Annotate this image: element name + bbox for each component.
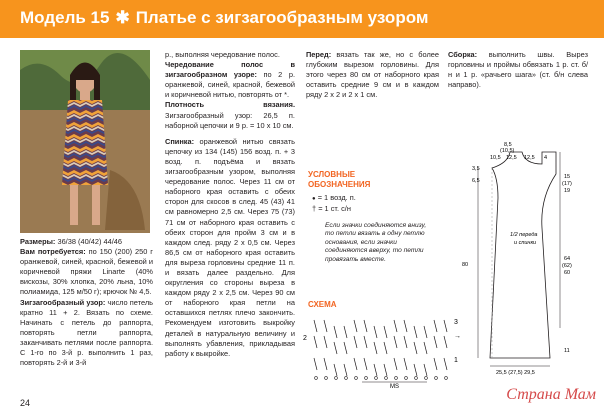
legend-title-line2: ОБОЗНАЧЕНИЯ (308, 179, 371, 189)
stitch-mark (364, 320, 367, 332)
stitch-mark (414, 342, 417, 354)
chain-mark (425, 377, 428, 380)
scheme-row-label-3: 3 (454, 319, 458, 326)
pattern-left-total: 80 (462, 262, 469, 268)
stitch-mark (334, 364, 337, 376)
pattern-top-1: (10,5) (500, 148, 515, 154)
stitch-mark (384, 364, 387, 376)
chain-stitch-icon: ● (312, 196, 316, 202)
sizes-label: Размеры: (20, 237, 56, 246)
front-block (306, 50, 439, 100)
model-photo-svg (20, 50, 150, 233)
stitch-mark (344, 342, 347, 354)
stitch-mark (424, 326, 427, 338)
stitch-mark (414, 364, 417, 376)
chain-mark (315, 377, 318, 380)
pattern-caption-1: 1/2 переда (510, 232, 538, 238)
scheme-arrow: → (454, 333, 461, 340)
stitch-mark (324, 358, 327, 370)
pattern-caption-2: и спинки (514, 240, 537, 246)
sizes-value: 36/38 (40/42) 44/46 (57, 237, 122, 246)
stitch-mark (334, 342, 337, 354)
need-label: Вам потребуется: (20, 247, 86, 257)
legend-items (312, 193, 432, 214)
stitch-mark (384, 342, 387, 354)
stitch-mark (344, 326, 347, 338)
front-text: вязать так же, но с более глубоким вырезом горловины. Для этого через 80 см от наборного края оставить средние 9 см и в каждом ряду 2 х 2 и 2 х 1 см. (306, 50, 439, 100)
pattern-side-left-0: 3,5 (472, 166, 480, 172)
sizes-block (20, 237, 153, 368)
stitch-mark (314, 358, 317, 370)
pattern-top-5: 4 (544, 155, 548, 161)
garment-pattern (462, 138, 598, 388)
legend-note: Если значки соединяются внизу, то петли вязать в одну петлю основания, если значки соединяются вверху, то петли провязать вместе. (325, 222, 427, 263)
column-2 (165, 50, 295, 359)
stitch-mark (364, 336, 367, 348)
pattern-side-right-1: (17) (562, 181, 572, 187)
stitch-mark (354, 358, 357, 370)
stitch-mark (394, 320, 397, 332)
legend-item-chain: = 1 возд. п. (317, 193, 356, 202)
pattern-side-right2-2: 60 (564, 270, 571, 276)
zigzag-text: число петель кратно 11 + 2. Вязать по схеме. Начинать с петель до раппорта, повторять петли раппорта, заканчивать петлями после раппорта. С 1-го по 3-й р. выполнить 1 раз, повторять 2-й и 3-й (20, 297, 153, 368)
stitch-mark (334, 326, 337, 338)
back-text: оранжевой нитью связать цепочку из 134 (145) 156 возд. п. + 3 возд. п. подъёма и вязать зигзагообразным узором, выполняя чередование полос. Через 11 см от наборного края оставить с обеих сторон для скосов в след. 45 (43) 41 см равномерно 2,5 см. Через 75 (73) 71 см от наборного края оставить с обеих сторон для пройм 3 см и в каждом след. ряду 2 х 0,5 см. Через 86,5 см от наборного края оставить для выреза горловины средние 11 п. и вязать далее раздельно. Для округления со стороны выреза в каждом ряду 2 х 2,5 см. Через 90 см от наборного края петли на оставшихся петлях плечо закончить. Рекомендуем изготовить выкройку деталей в натуральную величину и выполнять убавления, прикладывая работу к выкройке. (165, 136, 295, 358)
density-label: Плотность вязания. (165, 100, 295, 110)
pattern-bottom: 25,5 (27,5) 29,5 (496, 370, 535, 376)
stitch-mark (374, 364, 377, 376)
assembly-block (448, 50, 588, 90)
scheme-title: СХЕМА (308, 300, 337, 309)
chain-mark (335, 377, 338, 380)
stitch-mark (384, 326, 387, 338)
assembly-label: Сборка: (448, 50, 478, 59)
stitch-mark (394, 336, 397, 348)
stitch-mark (404, 336, 407, 348)
page-title (20, 8, 428, 28)
stitch-mark (354, 320, 357, 332)
stitch-mark (424, 364, 427, 376)
chain-mark (325, 377, 328, 380)
scheme-row-label-1: 1 (454, 357, 458, 364)
pattern-side-left-1: 6,5 (472, 178, 480, 184)
stitch-mark (424, 342, 427, 354)
ms-label: MS (390, 384, 399, 390)
scheme-row-label-2: 2 (303, 335, 307, 342)
legend-item-dc: = 1 ст. с/н (318, 204, 351, 214)
watermark: Страна Мам (506, 386, 596, 403)
chain-mark (365, 377, 368, 380)
legend-title (308, 170, 370, 189)
model-photo (20, 50, 150, 233)
stitch-mark (434, 320, 437, 332)
chain-mark (345, 377, 348, 380)
pattern-top-3: 10,5 (490, 155, 501, 161)
alternation-label: Чередование полос в зигзагообразном узоре: (165, 60, 295, 80)
star-icon: ✱ (115, 8, 130, 27)
crochet-scheme (302, 310, 482, 390)
stitch-mark (324, 336, 327, 348)
zigzag-label: Зигзагообразный узор: (20, 297, 106, 307)
chain-mark (405, 377, 408, 380)
stitch-mark (374, 326, 377, 338)
pattern-top-2: 12,5 (506, 155, 517, 161)
title-text: Платье с зигзагообразным узором (135, 8, 429, 27)
stitch-mark (434, 358, 437, 370)
stitch-mark (404, 358, 407, 370)
stitch-mark (374, 342, 377, 354)
front-label: Перед: (306, 50, 332, 59)
pattern-outline (490, 152, 556, 358)
stitch-mark (394, 358, 397, 370)
double-crochet-icon: † (312, 204, 317, 214)
legend-title-line1: УСЛОВНЫЕ (308, 170, 356, 179)
chain-mark (415, 377, 418, 380)
pattern-top-0: 8,5 (504, 142, 512, 148)
pattern-side-right-0: 15 (564, 174, 571, 180)
assembly-text: выполнить швы. Вырез горловины и проймы обвязать 1 р. ст. б/н и 1 р. «рачьего шага» (ст. б/н слева направо). (448, 50, 588, 90)
density-text: Зигзагообразный узор: 26,5 п. наборной цепочки и 9 р. = 10 х 10 см. (165, 110, 295, 130)
stitch-mark (354, 336, 357, 348)
alternation-text: по 2 р. оранжевой, синей, красной, бежевой и коричневой нитью, повторять от *. (165, 70, 296, 100)
stitch-mark (444, 320, 447, 332)
chain-mark (355, 377, 358, 380)
stitch-mark (444, 358, 447, 370)
scheme-marks (314, 320, 447, 379)
back-label: Спинка: (165, 136, 195, 146)
stitch-mark (444, 336, 447, 348)
stitch-mark (314, 336, 317, 348)
chain-mark (375, 377, 378, 380)
pattern-bottom-right: 11 (564, 348, 570, 354)
need-text: по 150 (200) 250 г оранжевой, синей, красной, бежевой и коричневой пряжи Linarte (40% вискозы, 30% хлопка, 20% льна, 10% полиамида, 125 м/50 г); крючок № 4,5. (20, 247, 154, 297)
col2-top: р., выполняя чередование полос. (165, 50, 280, 59)
chain-mark (435, 377, 438, 380)
pattern-side-right2-1: (62) (562, 263, 572, 269)
stitch-mark (344, 364, 347, 376)
stitch-mark (434, 336, 437, 348)
chain-mark (445, 377, 448, 380)
stitch-mark (404, 320, 407, 332)
stitch-mark (364, 358, 367, 370)
pattern-side-right2-0: 64 (564, 256, 571, 262)
page-number: 24 (20, 398, 31, 408)
stitch-mark (324, 320, 327, 332)
model-number: Модель 15 (20, 8, 110, 27)
chain-mark (395, 377, 398, 380)
pattern-side-right-2: 19 (564, 188, 571, 194)
stitch-mark (314, 320, 317, 332)
pattern-top-4: 12,5 (524, 155, 535, 161)
chain-mark (385, 377, 388, 380)
stitch-mark (414, 326, 417, 338)
